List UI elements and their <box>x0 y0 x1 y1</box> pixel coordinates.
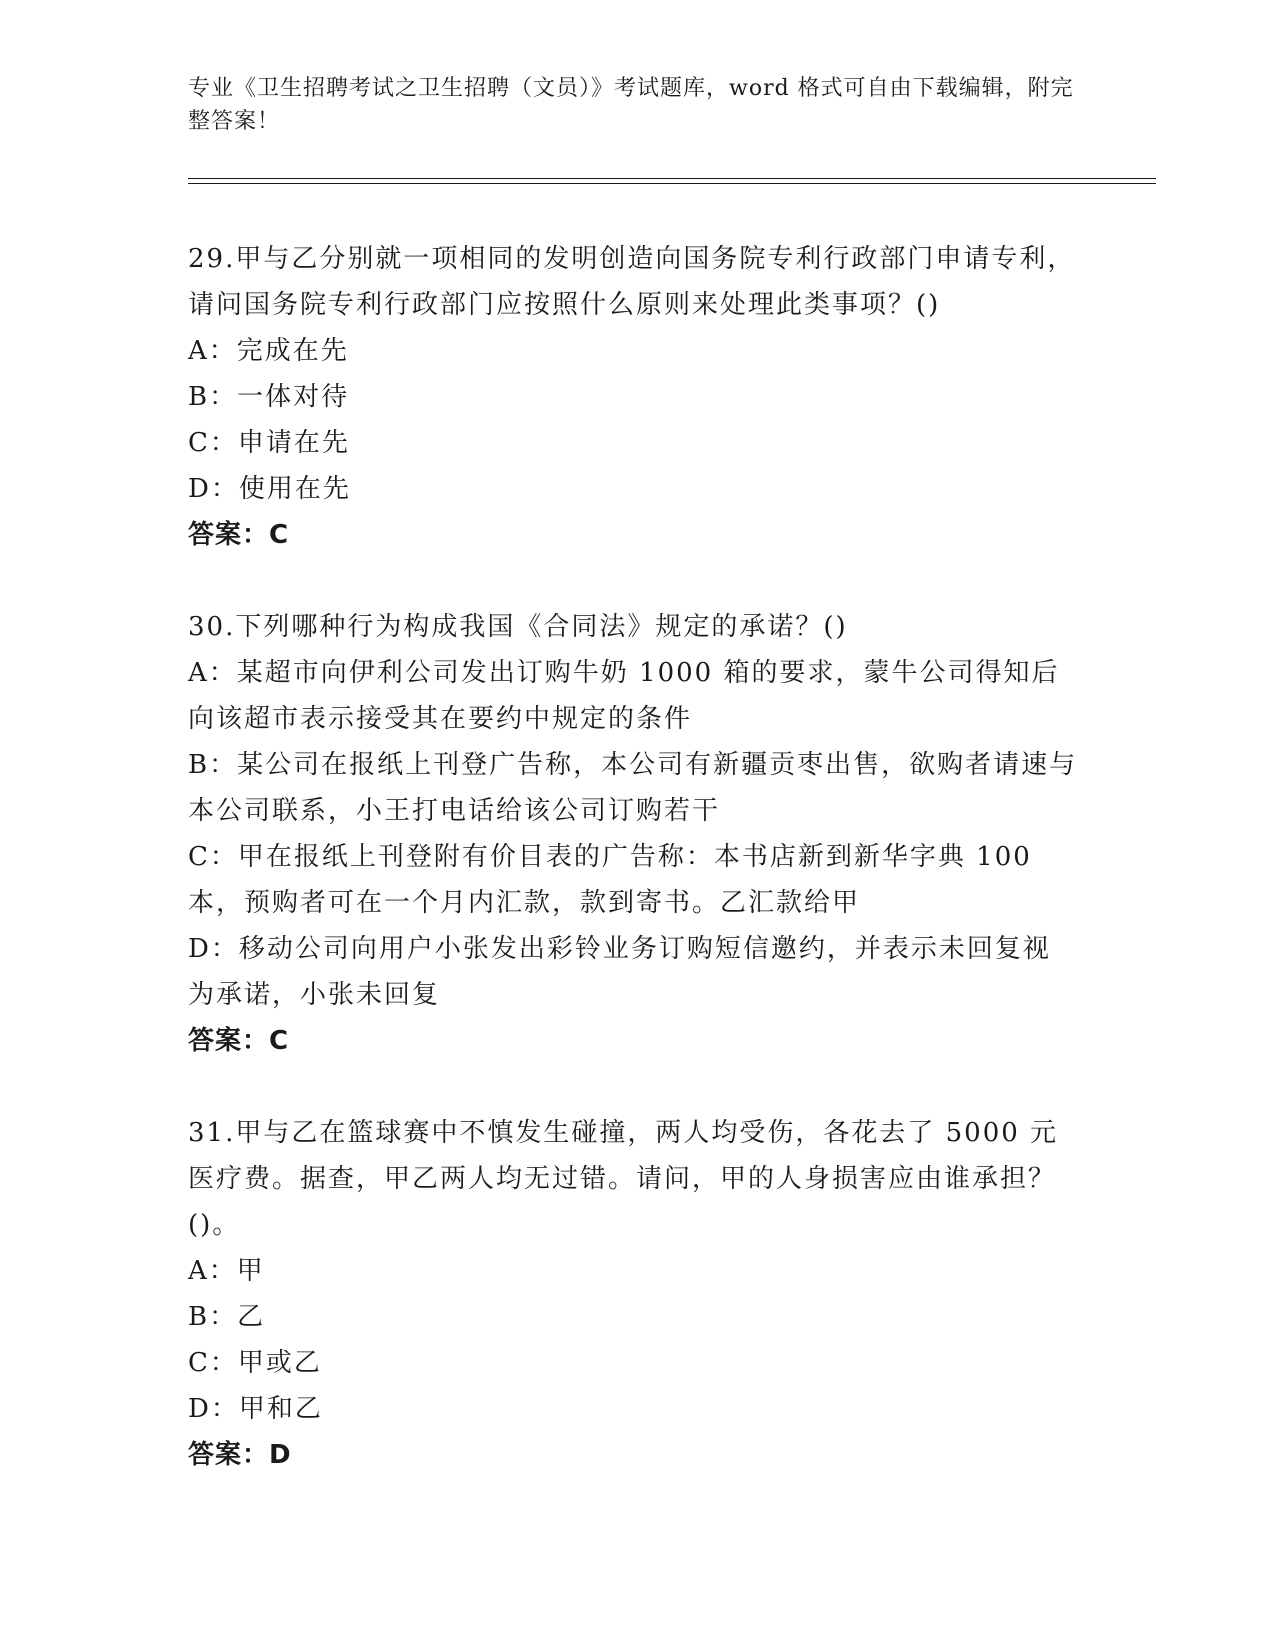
question-31 <box>188 1110 1078 1478</box>
option-c: C：申请在先 <box>188 428 350 458</box>
option-b: B：乙 <box>188 1302 266 1332</box>
option-c: C：甲在报纸上刊登附有价目表的广告称：本书店新到新华字典 100 本，预购者可在一个月内汇款，款到寄书。乙汇款给甲 <box>188 842 1032 918</box>
question-30 <box>188 604 1078 1064</box>
option-b: B：某公司在报纸上刊登广告称，本公司有新疆贡枣出售，欲购者请速与本公司联系，小王打电话给该公司订购若干 <box>188 750 1078 826</box>
option-d: D：移动公司向用户小张发出彩铃业务订购短信邀约，并表示未回复视为承诺，小张未回复 <box>188 934 1051 1010</box>
question-29 <box>188 236 1078 558</box>
question-stem: 29.甲与乙分别就一项相同的发明创造向国务院专利行政部门申请专利，请问国务院专利行政部门应按照什么原则来处理此类事项？() <box>188 244 1076 320</box>
option-a: A：某超市向伊利公司发出订购牛奶 1000 箱的要求，蒙牛公司得知后向该超市表示接受其在要约中规定的条件 <box>188 658 1060 734</box>
question-stem: 30.下列哪种行为构成我国《合同法》规定的承诺？() <box>188 612 848 642</box>
answer-line: 答案：D <box>188 1440 292 1470</box>
option-a: A：完成在先 <box>188 336 349 366</box>
option-d: D：甲和乙 <box>188 1394 323 1424</box>
answer-line: 答案：C <box>188 520 290 550</box>
option-c: C：甲或乙 <box>188 1348 322 1378</box>
option-b: B：一体对待 <box>188 382 350 412</box>
question-stem: 31.甲与乙在篮球赛中不慎发生碰撞，两人均受伤，各花去了 5000 元医疗费。据查，甲乙两人均无过错。请问，甲的人身损害应由谁承担？()。 <box>188 1118 1059 1240</box>
document-header: 专业《卫生招聘考试之卫生招聘（文员）》考试题库，word 格式可自由下载编辑，附完整答案！ <box>188 76 1074 134</box>
option-a: A：甲 <box>188 1256 265 1286</box>
question-list <box>188 236 1078 1524</box>
answer-line: 答案：C <box>188 1026 290 1056</box>
option-d: D：使用在先 <box>188 474 351 504</box>
header-divider <box>188 178 1156 184</box>
